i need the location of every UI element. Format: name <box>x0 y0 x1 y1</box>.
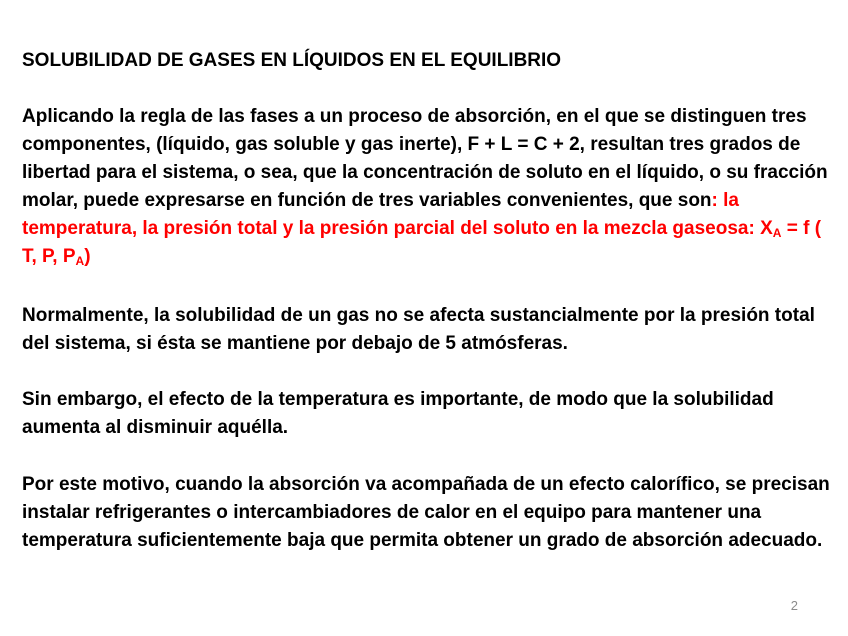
paragraph-phase-rule <box>22 103 840 271</box>
paragraph-temperature: Sin embargo, el efecto de la temperatura es importante, de modo que la solubilidad aumenta al disminuir aquélla. <box>22 389 774 438</box>
formula-end: ) <box>84 246 91 267</box>
paragraph-pressure: Normalmente, la solubilidad de un gas no se afecta sustancialmente por la presión total del sistema, si ésta se mantiene por debajo de 5 atmósferas. <box>22 305 815 354</box>
formula-middle: = f ( T, P, P <box>22 218 822 267</box>
page-number: 2 <box>790 598 798 613</box>
phase-rule-text: Aplicando la regla de las fases a un proceso de absorción, en el que se distinguen tres componentes, (líquido, gas soluble y gas inerte), F + L = C + 2, resultan tres grados de libertad para el sistema, o sea, que la concentración de soluto en el líquido, o su fracción molar, puede expresarse en función de tres variables convenientes, que son <box>22 106 828 211</box>
slide-title: SOLUBILIDAD DE GASES EN LÍQUIDOS EN EL EQUILIBRIO <box>22 50 562 71</box>
highlight-text: : la temperatura, la presión total y la presión parcial del soluto en la mezcla gaseosa: X <box>22 190 773 239</box>
paragraph-cooling: Por este motivo, cuando la absorción va acompañada de un efecto calorífico, se precisan instalar refrigerantes o intercambiadores de calor en el equipo para mantener una temperatura suficientemente baja que permita obtener un grado de absorción adecuado. <box>22 474 830 551</box>
subscript-a: A <box>772 226 782 240</box>
subscript-a-2: A <box>75 254 85 268</box>
